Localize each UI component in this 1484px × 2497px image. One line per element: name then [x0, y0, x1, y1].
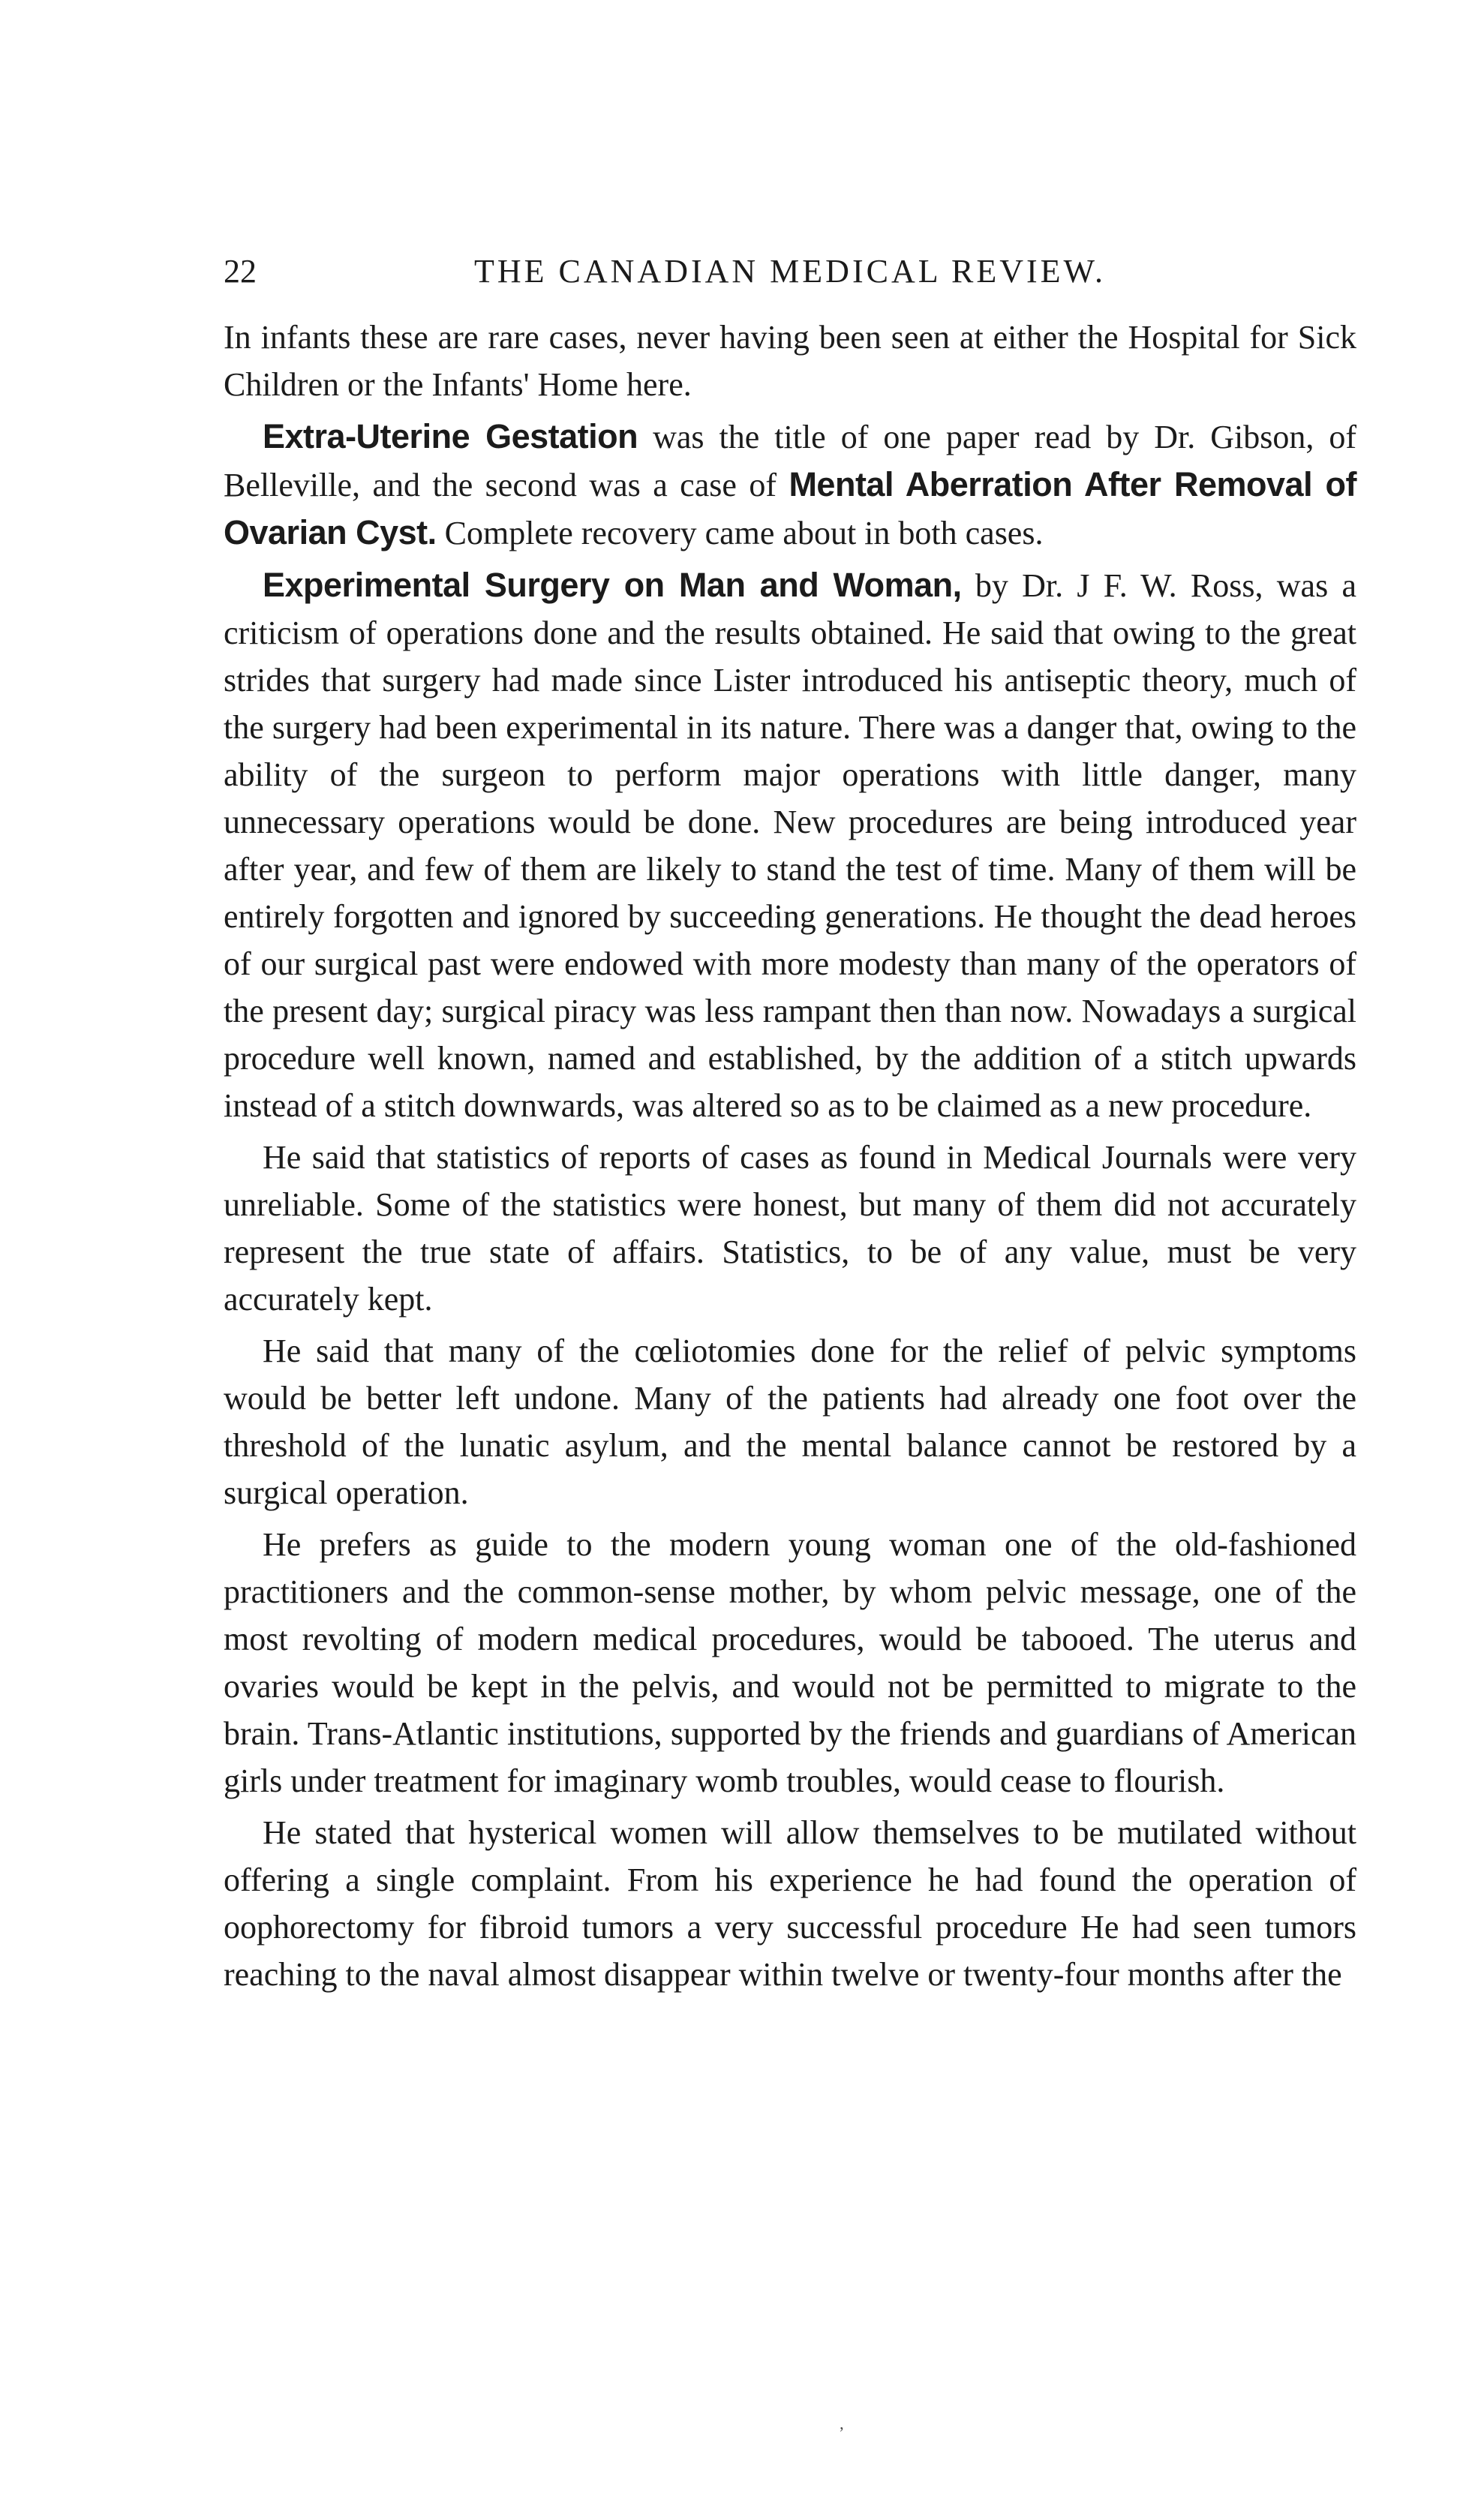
- paragraph: [224, 314, 1356, 408]
- paragraph: [224, 1521, 1356, 1804]
- body-text: He said that statistics of reports of cases as found in Medical Journals were very unreliable. Some of the statistics were honest, but many of them did not accurately represent the true state of affairs. Statistics, to be of any value, must be very accurately kept.: [224, 1139, 1356, 1318]
- running-title: THE CANADIAN MEDICAL REVIEW.: [474, 253, 1106, 290]
- footer-mark: ʼ: [839, 2423, 845, 2442]
- paragraph: [224, 1809, 1356, 1998]
- paragraph: [224, 1327, 1356, 1516]
- paragraph: [224, 413, 1356, 557]
- article-body: [224, 314, 1356, 2003]
- page-header: [224, 249, 1356, 294]
- page-number: 22: [224, 253, 257, 290]
- section-heading: Mental Aberration After Removal of Ovarian Cyst.: [224, 465, 1357, 551]
- body-text: He prefers as guide to the modern young woman one of the old-fashioned practitioners and the common-sense mother, by whom pelvic message, one of the most revolting of modern medical procedures, would be tabooed. The uterus and ovaries would be kept in the pelvis, and would not be permitted to migrate to the brain. Trans-Atlantic institutions, supported by the friends and guardians of American girls under treatment for imaginary womb troubles, would cease to flourish.: [224, 1526, 1356, 1799]
- body-text: He stated that hysterical women will allow themselves to be mutilated without offering a single complaint. From his experience he had found the operation of oophorectomy for fibroid tumors a very successful procedure He had seen tumors reaching to the naval almost disappear within twelve or twenty-four months after the: [224, 1814, 1356, 1993]
- body-text: He said that many of the cœliotomies done for the relief of pelvic symptoms would be better left undone. Many of the patients had already one foot over the threshold of the lunatic asylum, and the mental balance cannot be restored by a surgical operation.: [224, 1333, 1356, 1511]
- body-text: In infants these are rare cases, never having been seen at either the Hospital for Sick Children or the Infants' Home here.: [224, 319, 1356, 403]
- body-text: Complete recovery came about in both cases.: [436, 515, 1044, 551]
- section-heading: Extra-Uterine Gestation: [263, 417, 638, 455]
- paragraph: [224, 561, 1356, 1129]
- paragraph: [224, 1134, 1356, 1323]
- body-text: was the title of one paper read by Dr. Gibson, of Belleville, and the second was a case of: [224, 419, 1356, 503]
- section-heading: Experimental Surgery on Man and Woman,: [263, 566, 962, 604]
- body-text: by Dr. J F. W. Ross, was a criticism of operations done and the results obtained. He said that owing to the great strides that surgery had made since Lister introduced his antiseptic theory, much of the surgery had been experimental in its nature. There was a danger that, owing to the ability of the surgeon to perform major operations with little danger, many unnecessary operations would be done. New procedures are being introduced year after year, and few of them are likely to stand the test of time. Many of them will be entirely forgotten and ignored by succeeding generations. He thought the dead heroes of our surgical past were endowed with more modesty than many of the operators of the present day; surgical piracy was less rampant then than now. Nowadays a surgical procedure well known, named and established, by the addition of a stitch upwards instead of a stitch downwards, was altered so as to be claimed as a new procedure.: [224, 567, 1356, 1124]
